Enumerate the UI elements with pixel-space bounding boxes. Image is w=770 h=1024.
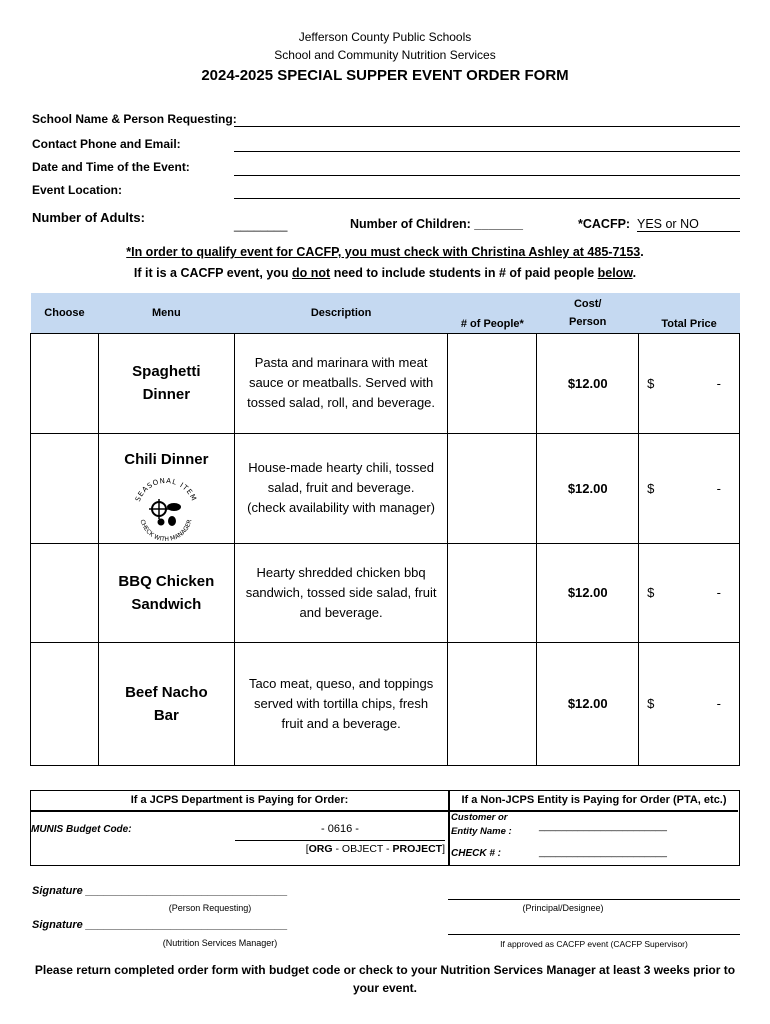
header-cost [537,293,639,333]
jcps-payment-header: If a JCPS Department is Paying for Order: [130,794,349,806]
contact-field[interactable] [234,151,740,152]
menu-name: Spaghetti [132,363,201,380]
header-menu: Menu [98,293,234,333]
signature-principal-line[interactable] [448,899,740,900]
paid-note-end: . [632,266,637,280]
currency-sign: $ [647,480,655,496]
paid-note-part2: need to include students in # of paid people [330,266,598,280]
table-row [31,433,740,543]
header-total: Total Price [639,293,740,333]
check-number-field[interactable]: _______________________ [539,847,667,858]
cacfp-note: *In order to qualify event for CACFP, you must check with Christina Ashley at 485-7153 [126,245,641,259]
description-line: (check availability with manager) [247,500,436,515]
school-name-field[interactable] [234,126,740,127]
datetime-label: Date and Time of the Event: [32,160,190,174]
description-line: House-made hearty chili, tossed [248,460,434,475]
menu-name: Sandwich [131,595,202,613]
munis-label: MUNIS Budget Code: [31,824,132,835]
cost-value: $12.00 [537,543,639,642]
description-line: Hearty shredded chicken bbq [256,564,426,580]
org-object-project: [ORG - OBJECT - PROJECT] [305,843,445,855]
choose-chili[interactable] [31,433,99,543]
signature-principal-caption: (Principal/Designee) [522,903,604,913]
header-people: # of People* [448,293,537,333]
description-line: salad, fruit and beverage. [267,480,415,495]
menu-table [30,293,740,766]
description-line: and beverage. [299,604,383,620]
header-choose: Choose [31,293,99,333]
svg-text:SEASONAL ITEM: SEASONAL ITEM [134,476,199,503]
customer-label: Customer or [451,812,508,823]
description-line: Taco meat, queso, and toppings [248,675,434,691]
currency-sign: $ [647,585,655,600]
cost-value: $12.00 [537,333,639,433]
school-name-label: School Name & Person Requesting: [32,112,237,126]
department-name: School and Community Nutrition Services [274,48,496,62]
signature-requesting-caption: (Person Requesting) [168,903,252,913]
total-value: - [716,585,721,600]
seasonal-item-seal-icon [128,475,204,543]
paid-note-do-not: do not [292,266,331,280]
children-field[interactable]: Number of Children: _______ [350,217,523,231]
return-instructions-line1: Please return completed order form with budget code or check to your Nutrition Services Manager at least 3 weeks prior to [34,963,736,977]
choose-bbq[interactable] [31,543,99,642]
description-line: Pasta and marinara with meat [254,355,428,370]
datetime-field[interactable] [234,175,740,176]
contact-label: Contact Phone and Email: [32,137,181,151]
location-label: Event Location: [32,183,123,197]
signature-manager-caption: (Nutrition Services Manager) [162,938,278,948]
menu-name: Chili Dinner [124,450,209,468]
description-line: served with tortilla chips, fresh [254,695,429,711]
choose-nacho[interactable] [31,642,99,765]
svg-text:CHECK WITH MANAGER: CHECK WITH MANAGER [138,518,194,543]
cacfp-note-end: . [640,245,644,259]
total-value: - [716,696,721,711]
table-row [31,333,740,433]
form-title: 2024-2025 SPECIAL SUPPER EVENT ORDER FORM [201,67,569,84]
menu-name: Dinner [142,386,191,403]
check-number-label: CHECK # : [451,848,502,859]
currency-sign: $ [647,375,655,391]
total-value: - [716,375,721,391]
location-field[interactable] [234,198,740,199]
people-chili[interactable] [448,433,537,543]
cost-value: $12.00 [537,642,639,765]
adults-label: Number of Adults: [32,210,145,225]
cacfp-label: *CACFP: [578,217,631,231]
description-line: tossed salad, roll, and beverage. [247,395,436,410]
signature-cacfp-caption: If approved as CACFP event (CACFP Supervisor) [500,939,688,949]
header-cost-top: Cost/ [573,297,602,310]
return-instructions [20,961,750,997]
payment-box [30,790,740,866]
signature-manager[interactable]: Signature _________________________________ [32,919,288,931]
entity-name-label: Entity Name : [451,826,512,837]
customer-name-field[interactable]: _______________________ [539,821,667,832]
menu-name: BBQ Chicken [118,572,215,590]
people-bbq[interactable] [448,543,537,642]
table-header-row [31,293,740,333]
paid-note-part1: If it is a CACFP event, you [133,266,293,280]
header-description: Description [234,293,448,333]
signature-cacfp-line[interactable] [448,934,740,935]
people-spaghetti[interactable] [448,333,537,433]
description-line: fruit and a beverage. [281,715,401,731]
return-instructions-line2: your event. [352,981,418,995]
non-jcps-payment-header: If a Non-JCPS Entity is Paying for Order (PTA, etc.) [461,794,727,806]
table-row [31,642,740,765]
cacfp-options[interactable]: YES or NO [637,217,740,232]
cost-value: $12.00 [537,433,639,543]
munis-code-field[interactable]: - 0616 - [321,823,359,835]
menu-name: Bar [153,706,179,724]
district-name: Jefferson County Public Schools [298,30,472,44]
currency-sign: $ [647,696,655,711]
paid-note-below: below [597,266,633,280]
total-value: - [716,480,721,496]
header-cost-bottom: Person [569,315,607,328]
signature-requesting[interactable]: Signature _________________________________ [32,885,288,897]
description-line: sandwich, tossed side salad, fruit [245,584,437,600]
people-nacho[interactable] [448,642,537,765]
table-row [31,543,740,642]
adults-field[interactable]: ________ [234,218,288,232]
menu-name: Beef Nacho [125,683,208,701]
choose-spaghetti[interactable] [31,333,99,433]
description-line: sauce or meatballs. Served with [248,375,434,390]
